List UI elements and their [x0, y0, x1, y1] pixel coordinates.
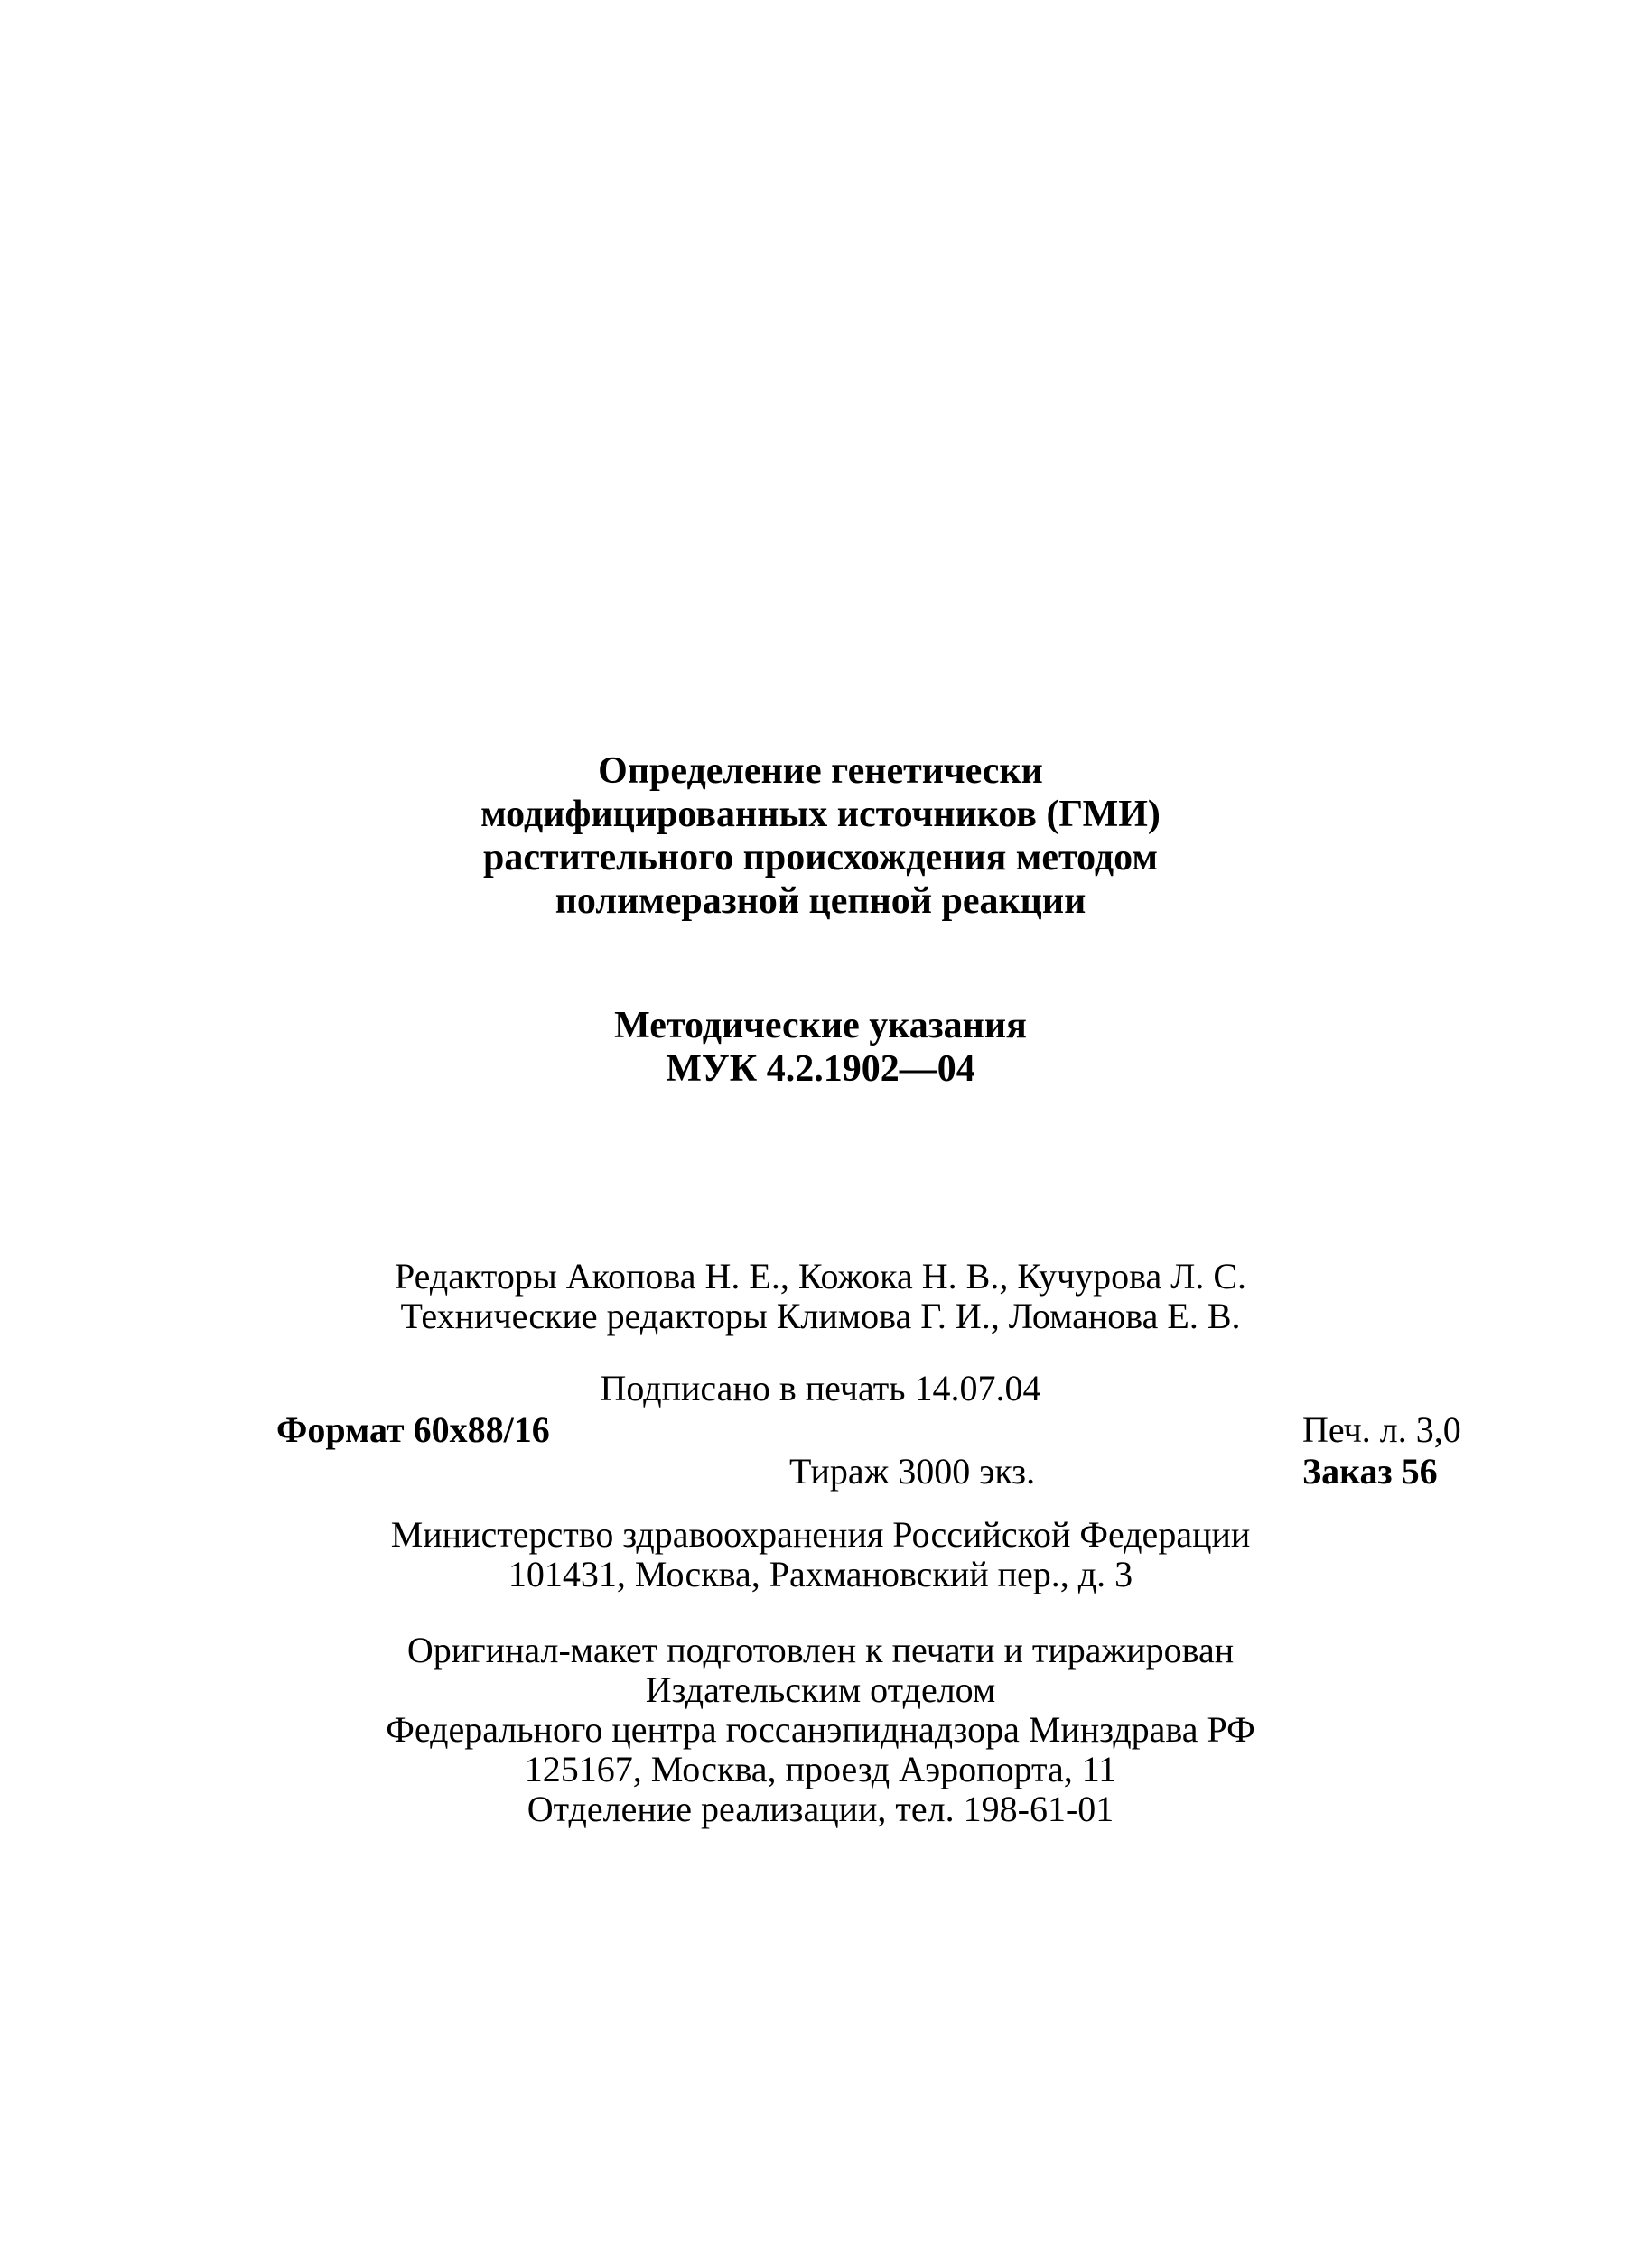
format-info: Формат 60x88/16 — [276, 1409, 550, 1450]
editors-block — [0, 1257, 1641, 1336]
document-title — [0, 749, 1641, 923]
signed-line: Подписано в печать 14.07.04 — [600, 1368, 1041, 1408]
publisher-line: Издательским отделом — [645, 1669, 996, 1710]
doc-type: Методические указания — [614, 1005, 1027, 1046]
title-line: растительного происхождения методом — [483, 837, 1158, 878]
document-subtitle — [0, 1004, 1641, 1091]
title-line: модифицированных источников (ГМИ) — [480, 794, 1161, 835]
editors-line: Редакторы Акопова Н. Е., Кожока Н. В., Кучурова Л. С. — [394, 1256, 1247, 1297]
ministry-name: Министерство здравоохранения Российской Федерации — [390, 1514, 1251, 1555]
title-line: Определение генетически — [598, 750, 1043, 792]
order-info: Заказ 56 — [1302, 1451, 1438, 1492]
ministry-block — [0, 1515, 1641, 1594]
publisher-line: Отделение реализации, тел. 198-61-01 — [527, 1789, 1114, 1829]
print-sheets-info: Печ. л. 3,0 — [1302, 1409, 1461, 1450]
publisher-line: Федерального центра госсанэпиднадзора Минздрава РФ — [386, 1709, 1255, 1750]
tech-editors-line: Технические редакторы Климова Г. И., Ломанова Е. В. — [400, 1296, 1241, 1336]
doc-code: МУК 4.2.1902—04 — [666, 1048, 975, 1090]
publisher-line: Оригинал-макет подготовлен к печати и тиражирован — [406, 1630, 1235, 1670]
title-line: полимеразной цепной реакции — [555, 880, 1086, 922]
ministry-address: 101431, Москва, Рахмановский пер., д. 3 — [508, 1554, 1133, 1594]
circulation-info: Тираж 3000 экз. — [789, 1451, 1036, 1492]
publisher-block — [0, 1631, 1641, 1829]
publisher-line: 125167, Москва, проезд Аэропорта, 11 — [524, 1749, 1117, 1789]
